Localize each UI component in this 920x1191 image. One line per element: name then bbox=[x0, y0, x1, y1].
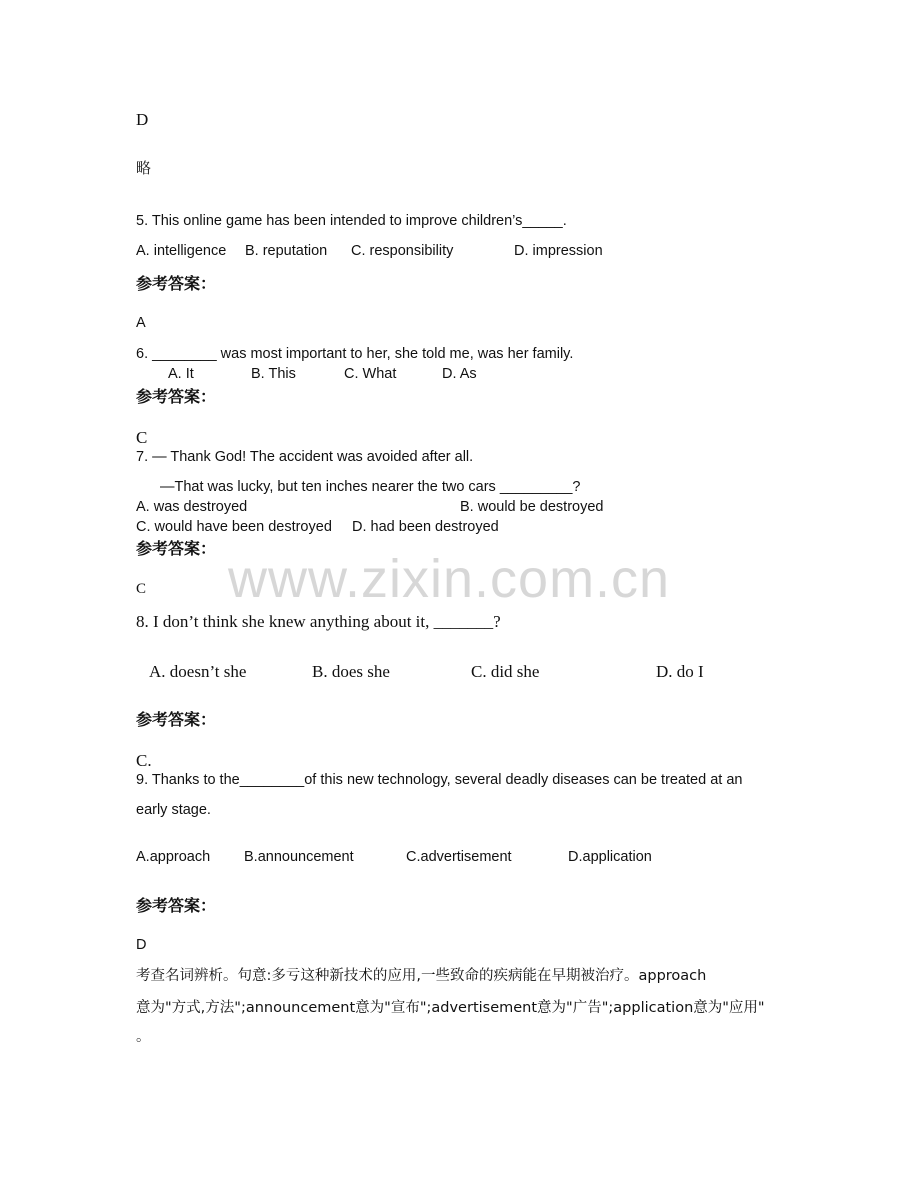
q9-stem: 9. Thanks to the________of this new technology, several deadly diseases can be treated at an bbox=[136, 772, 743, 788]
q5-stem: 5. This online game has been intended to improve children’s_____. bbox=[136, 213, 567, 229]
q5-answer-label: 参考答案： bbox=[136, 274, 217, 293]
q7-option-c: C. would have been destroyed bbox=[136, 519, 332, 535]
q7-answer-label: 参考答案： bbox=[136, 539, 217, 558]
q9-option-a: A.approach bbox=[136, 849, 211, 865]
q9-explanation-line3: 。 bbox=[136, 1029, 151, 1045]
q5-answer: A bbox=[136, 315, 146, 331]
q9-answer-label: 参考答案： bbox=[136, 896, 217, 915]
q9-explanation-line2: 意为"方式,方法";announcement意为"宣布";advertisement意为"广告";application意为"应用" bbox=[136, 1000, 765, 1016]
q8-option-c: C. did she bbox=[471, 662, 540, 681]
q6-stem: 6. ________ was most important to her, she told me, was her family. bbox=[136, 346, 574, 362]
q8-answer-label: 参考答案： bbox=[136, 710, 217, 729]
q9-answer: D bbox=[136, 937, 147, 953]
q6-option-d: D. As bbox=[442, 366, 477, 382]
q8-answer: C. bbox=[136, 751, 152, 770]
q5-option-d: D. impression bbox=[514, 243, 603, 259]
q9-option-d: D.application bbox=[568, 849, 652, 865]
q9-option-b: B.announcement bbox=[244, 849, 354, 865]
q7-answer: C bbox=[136, 581, 147, 597]
q7-option-b: B. would be destroyed bbox=[460, 499, 604, 515]
q6-option-a: A. It bbox=[168, 366, 194, 382]
q6-option-b: B. This bbox=[251, 366, 296, 382]
q5-option-a: A. intelligence bbox=[136, 243, 227, 259]
q7-line2: —That was lucky, but ten inches nearer the two cars _________? bbox=[160, 479, 581, 495]
q8-option-a: A. doesn’t she bbox=[149, 662, 247, 681]
q8-option-b: B. does she bbox=[312, 662, 390, 681]
prev-answer: D bbox=[136, 110, 149, 129]
q5-option-b: B. reputation bbox=[245, 243, 328, 259]
q8-stem: 8. I don’t think she knew anything about it, _______? bbox=[136, 612, 501, 631]
q7-stem: 7. — Thank God! The accident was avoided after all. bbox=[136, 449, 474, 465]
q9-stem-line2: early stage. bbox=[136, 802, 211, 818]
q9-option-c: C.advertisement bbox=[406, 849, 512, 865]
prev-note: 略 bbox=[136, 159, 152, 177]
q6-answer-label: 参考答案： bbox=[136, 387, 217, 406]
q6-answer: C bbox=[136, 428, 148, 447]
watermark: www.zixin.com.cn bbox=[228, 549, 671, 609]
q5-option-c: C. responsibility bbox=[351, 243, 454, 259]
q9-explanation-line1: 考查名词辨析。句意:多亏这种新技术的应用,一些致命的疾病能在早期被治疗。approach bbox=[136, 968, 707, 984]
q6-option-c: C. What bbox=[344, 366, 397, 382]
q7-option-d: D. had been destroyed bbox=[352, 519, 499, 535]
q8-option-d: D. do I bbox=[656, 662, 704, 681]
q7-option-a: A. was destroyed bbox=[136, 499, 248, 515]
